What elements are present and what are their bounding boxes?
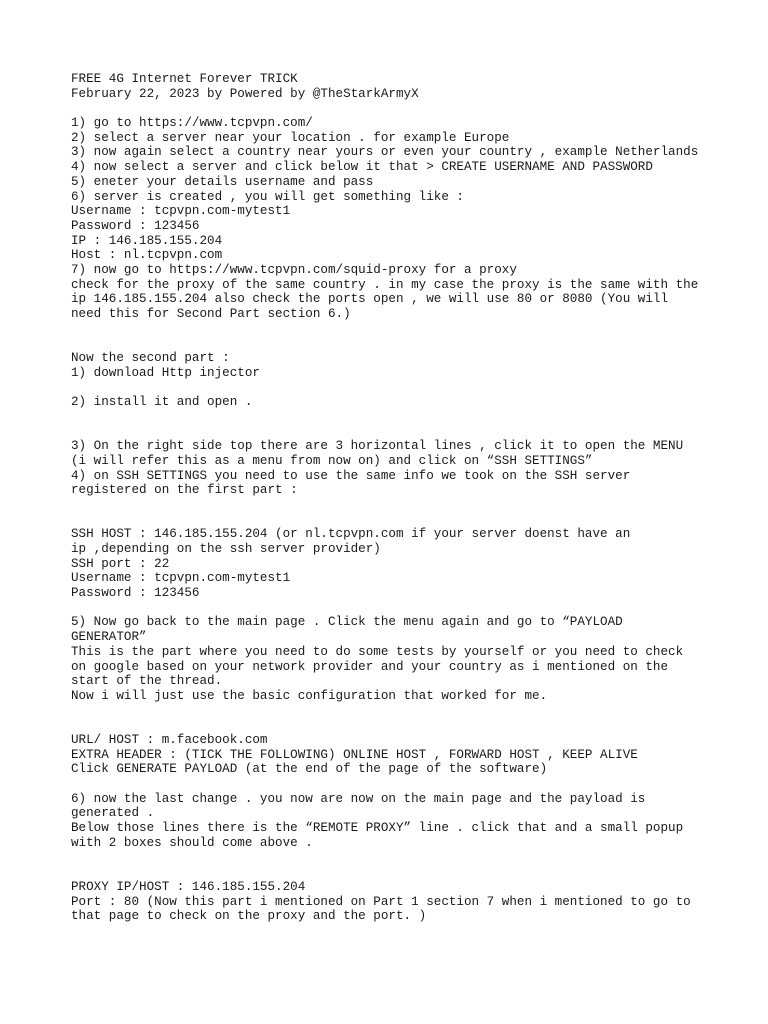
- text-line: [71, 380, 731, 395]
- text-line: 5) eneter your details username and pass: [71, 174, 374, 189]
- text-line: 5) Now go back to the main page . Click the menu again and go to “PAYLOAD: [71, 615, 623, 630]
- text-line: This is the part where you need to do some tests by yourself or you need to check: [71, 644, 684, 659]
- text-line: 3) now again select a country near yours or even your country , example Netherlands: [71, 145, 699, 160]
- text-line: Username : tcpvpn.com-mytest1: [71, 204, 291, 219]
- text-line: ip 146.185.155.204 also check the ports open , we will use 80 or 8080 (You will: [71, 292, 669, 307]
- text-line: [71, 336, 731, 351]
- text-line: generated .: [71, 806, 155, 821]
- text-line: FREE 4G Internet Forever TRICK: [71, 72, 298, 86]
- text-line: that page to check on the proxy and the port. ): [71, 909, 427, 924]
- text-line: [71, 850, 731, 865]
- text-line: [71, 513, 731, 528]
- text-line: on google based on your network provider and your country as i mentioned on the: [71, 659, 669, 674]
- text-line: start of the thread.: [71, 674, 223, 689]
- text-line: IP : 146.185.155.204: [71, 233, 223, 248]
- text-line: Now the second part :: [71, 351, 230, 366]
- text-line: with 2 boxes should come above .: [71, 835, 313, 850]
- text-line: [71, 425, 731, 440]
- text-line: SSH HOST : 146.185.155.204 (or nl.tcpvpn.com if your server doenst have an: [71, 527, 631, 542]
- text-line: ip ,depending on the ssh server provider): [71, 542, 381, 556]
- text-line: 3) On the right side top there are 3 horizontal lines , click it to open the MENU: [71, 439, 684, 454]
- text-line: URL/ HOST : m.facebook.com: [71, 732, 268, 747]
- text-line: check for the proxy of the same country . in my case the proxy is the same with the: [71, 277, 699, 292]
- text-line: EXTRA HEADER : (TICK THE FOLLOWING) ONLINE HOST , FORWARD HOST , KEEP ALIVE: [71, 747, 638, 762]
- text-line: PROXY IP/HOST : 146.185.155.204: [71, 879, 306, 894]
- text-line: [71, 410, 731, 425]
- text-line: [71, 777, 731, 792]
- text-line: [71, 718, 731, 733]
- text-line: 4) now select a server and click below it that > CREATE USERNAME AND PASSWORD: [71, 160, 653, 175]
- text-line: Now i will just use the basic configuration that worked for me.: [71, 688, 548, 703]
- text-line: registered on the first part :: [71, 483, 298, 498]
- text-line: need this for Second Part section 6.): [71, 307, 351, 321]
- text-line: Password : 123456: [71, 586, 200, 601]
- text-line: [71, 498, 731, 513]
- text-line: [71, 601, 731, 616]
- text-line: 7) now go to https://www.tcpvpn.com/squid-proxy for a proxy: [71, 262, 517, 277]
- text-line: Port : 80 (Now this part i mentioned on Part 1 section 7 when i mentioned to go to: [71, 894, 691, 909]
- text-line: Password : 123456: [71, 218, 200, 233]
- text-line: [71, 865, 731, 880]
- text-line: 4) on SSH SETTINGS you need to use the same info we took on the SSH server: [71, 468, 631, 483]
- text-line: [71, 704, 731, 719]
- text-line: GENERATOR”: [71, 630, 147, 645]
- text-line: Click GENERATE PAYLOAD (at the end of the page of the software): [71, 762, 548, 777]
- text-line: Below those lines there is the “REMOTE PROXY” line . click that and a small popup: [71, 821, 684, 836]
- text-line: 1) go to https://www.tcpvpn.com/: [71, 116, 313, 131]
- text-line: February 22, 2023 by Powered by @TheStarkArmyX: [71, 86, 419, 101]
- text-line: 2) select a server near your location . for example Europe: [71, 130, 510, 145]
- text-line: Host : nl.tcpvpn.com: [71, 248, 223, 263]
- text-line: 2) install it and open .: [71, 395, 253, 410]
- text-line: [71, 322, 731, 337]
- text-line: [71, 101, 731, 116]
- text-line: 6) now the last change . you now are now on the main page and the payload is: [71, 791, 646, 806]
- text-line: 6) server is created , you will get something like :: [71, 189, 464, 204]
- text-line: SSH port : 22: [71, 556, 170, 571]
- text-line: (i will refer this as a menu from now on) and click on “SSH SETTINGS”: [71, 453, 593, 468]
- text-line: 1) download Http injector: [71, 365, 260, 380]
- document-body: [71, 72, 731, 924]
- text-line: Username : tcpvpn.com-mytest1: [71, 571, 291, 586]
